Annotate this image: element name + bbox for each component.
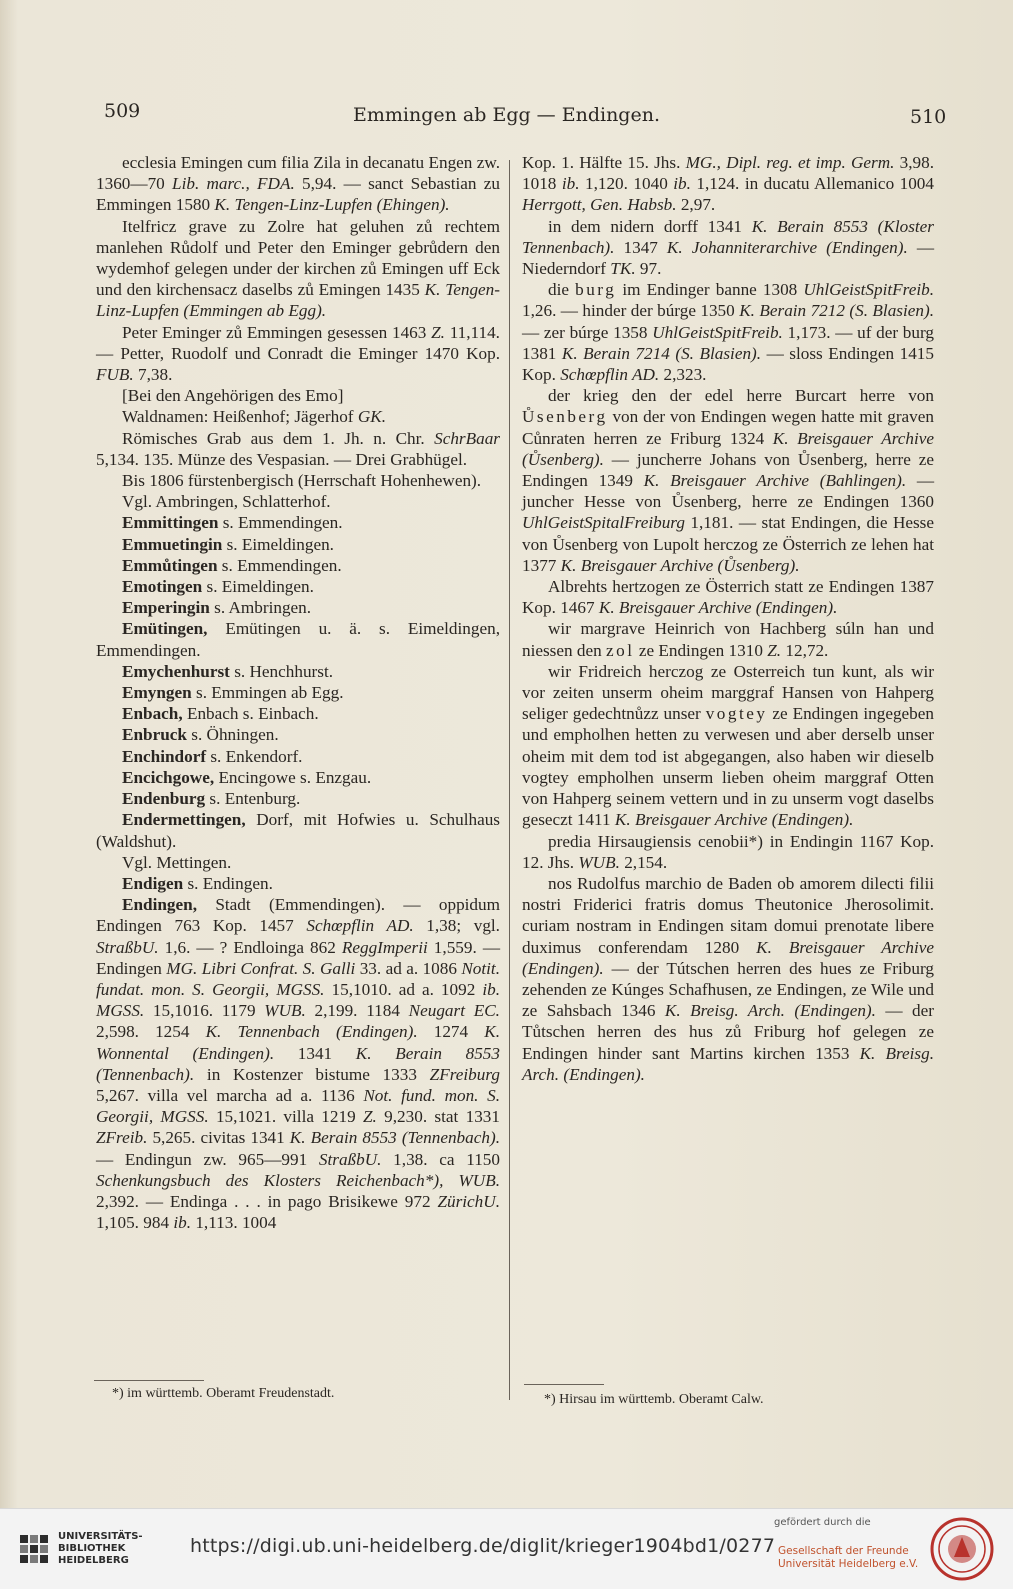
column-divider	[509, 160, 510, 1400]
paragraph	[96, 809, 500, 851]
text-run: — sloss Endingen 1415 Kop.	[522, 343, 934, 385]
text-run: K. Breisgauer Archive (Endingen).	[598, 598, 838, 618]
text-run: — juncher Hesse von Ůsenberg, herre ze Endingen 1360	[522, 471, 935, 512]
text-run: K. Tengen-Linz-Lupfen (Ehingen).	[214, 195, 450, 215]
text-run: ib.	[561, 174, 580, 194]
text-run: Z.	[767, 640, 782, 660]
text-run: Schœpflin AD.	[306, 916, 414, 936]
text-run: 15,1016. 1179	[144, 1001, 265, 1021]
paragraph	[96, 491, 500, 512]
text-run: 15,1021. villa 1219	[208, 1107, 363, 1127]
text-run: MG. Libri Confrat. S. Galli	[166, 958, 356, 978]
paragraph	[96, 555, 500, 576]
text-run: StraßbU.	[96, 937, 159, 957]
text-run: [Bei den Angehörigen des Emo]	[122, 386, 344, 406]
text-run: burg	[575, 280, 617, 300]
text-run: Bis 1806 fürstenbergisch (Herrschaft Hohenhewen).	[122, 471, 482, 491]
text-run: Dorf, mit Hofwies u. Schulhaus (Waldshut).	[96, 810, 500, 851]
text-run: FUB.	[96, 365, 134, 385]
text-run: Vgl. Mettingen.	[122, 852, 232, 872]
text-run: in dem nidern dorff 1341	[548, 216, 752, 236]
paragraph	[96, 852, 500, 873]
text-run: K. Breisg. Arch. (Endingen).	[522, 1043, 934, 1084]
text-run: die	[548, 280, 576, 300]
text-run: UhlGeistSpitalFreiburg	[522, 513, 685, 533]
university-seal-icon	[930, 1517, 994, 1581]
text-run: Encingowe s. Enzgau.	[214, 767, 372, 787]
text-run: Z.	[431, 322, 445, 342]
text-run: TK.	[610, 259, 636, 279]
text-run: K. Breisgauer Archive (Ůsenberg).	[522, 428, 934, 469]
text-run: ZFreiburg	[429, 1064, 500, 1084]
text-run: 11,114. — Petter, Ruodolf und Conradt die Eminger 1470 Kop.	[96, 322, 500, 363]
text-run: SchrBaar	[434, 428, 500, 448]
viewer-footer-bar	[0, 1508, 1013, 1589]
text-run: ecclesia Emingen cum filia Zila in decanatu Engen zw. 1360—70	[96, 153, 500, 194]
text-run: 1,559. — Endingen	[96, 937, 501, 978]
paragraph	[96, 406, 500, 427]
text-run: 5,265. civitas 1341	[147, 1128, 290, 1148]
text-run: 1,6. — ? Endloinga 862	[158, 937, 342, 957]
text-run: K. Breisgauer Archive (Bahlingen).	[643, 471, 907, 491]
text-run: Enbach s. Einbach.	[182, 704, 319, 724]
paragraph	[96, 618, 500, 660]
text-run: zol	[606, 640, 635, 660]
text-run: K. Berain 7214 (S. Blasien).	[561, 343, 762, 363]
text-run: 2,97.	[676, 195, 716, 215]
text-run: — Endingun zw. 965—991	[96, 1149, 319, 1169]
text-run: ib.	[173, 1213, 192, 1233]
text-run: Albrehts hertzogen ze Österrich statt ze Endingen 1387 Kop. 1467	[522, 577, 934, 618]
paragraph	[96, 534, 500, 555]
text-run: wir margrave Heinrich von Hachberg súln han und niessen den	[522, 619, 934, 660]
text-run: Neugart EC.	[408, 1001, 500, 1021]
text-run: Vgl. Ambringen, Schlatterhof.	[122, 492, 331, 512]
text-run: K. Berain 7212 (S. Blasien).	[739, 301, 934, 321]
text-run: Notit. fundat. mon. S. Georgii, MGSS.	[96, 958, 501, 999]
text-run: 2,392. — Endinga . . . in pago Brisikewe 972	[96, 1191, 438, 1211]
text-run: in Kostenzer bistume 1333	[194, 1064, 430, 1084]
paragraph	[96, 385, 500, 406]
text-run: Not. fund. mon. S. Georgii, MGSS.	[96, 1085, 500, 1127]
text-run: ib. MGSS.	[96, 979, 500, 1021]
paragraph	[96, 873, 500, 894]
text-run: 2,323.	[659, 365, 707, 385]
footnote-rule-left	[94, 1380, 204, 1381]
text-run: 7,38.	[133, 365, 173, 385]
entry-headword: Emperingin	[122, 598, 210, 618]
text-run: K. Wonnental (Endingen).	[96, 1022, 500, 1063]
text-run: Peter Eminger zů Emmingen gesessen 1463	[122, 322, 432, 342]
university-library-logo-icon	[16, 1531, 52, 1571]
text-run: Waldnamen: Heißenhof; Jägerhof	[122, 407, 358, 427]
text-run: WUB.	[578, 852, 620, 872]
text-run: 1,181. — stat Endingen, die Hesse von Ůsenberg von Lupolt herczog ze Österrich ze lehen hat 1377	[522, 513, 934, 575]
text-run: GK.	[357, 407, 387, 427]
paragraph	[522, 152, 934, 216]
text-run: 1,120. 1040	[579, 174, 674, 194]
text-run: 3,98. 1018	[522, 153, 935, 194]
entry-headword: Emotingen	[122, 577, 203, 597]
paragraph	[96, 661, 500, 682]
text-run: 33. ad a. 1086	[355, 958, 462, 978]
paragraph	[96, 216, 500, 322]
paragraph	[522, 618, 934, 660]
text-run: K. Breisg. Arch. (Endingen).	[664, 1001, 876, 1021]
text-run: s. Emmingen ab Egg.	[191, 683, 344, 703]
paragraph	[96, 576, 500, 597]
text-run: Lib. marc., FDA.	[172, 174, 295, 194]
paragraph	[96, 470, 500, 491]
text-run: StraßbU.	[318, 1149, 382, 1169]
page-number-left: 509	[104, 100, 141, 122]
text-run: 97.	[635, 259, 662, 279]
paragraph	[96, 767, 500, 788]
text-run: 1,26. — hinder der búrge 1350	[522, 301, 740, 321]
text-run: K. Berain 8553 (Tennenbach).	[96, 1043, 500, 1084]
text-run: 1,38. ca 1150	[381, 1149, 500, 1169]
text-run: WUB.	[264, 1001, 306, 1021]
text-run: s. Emmendingen.	[218, 513, 343, 533]
paragraph	[96, 894, 500, 1233]
text-run: K. Tennenbach (Endingen).	[205, 1022, 418, 1042]
text-run: Kop. 1. Hälfte 15. Jhs.	[522, 153, 686, 172]
text-run: Schœpflin AD.	[560, 365, 660, 385]
text-run: s. Henchhurst.	[229, 661, 334, 681]
entry-headword: Emychenhurst	[122, 661, 230, 681]
institution-name: UNIVERSITÄTS- BIBLIOTHEK HEIDELBERG	[58, 1531, 143, 1566]
text-run: K. Johanniterarchive (Endingen).	[666, 237, 908, 257]
page-number-right: 510	[910, 106, 947, 128]
paragraph	[96, 322, 500, 386]
text-run: UhlGeistSpitFreib.	[652, 322, 783, 342]
paragraph	[522, 216, 934, 280]
text-run: UhlGeistSpitFreib.	[803, 280, 935, 300]
entry-headword: Endermettingen,	[122, 810, 246, 830]
text-run: vogtey	[705, 704, 768, 724]
text-run: ib.	[673, 174, 691, 194]
text-run: K. Berain 8553 (Kloster Tennenbach).	[522, 216, 934, 257]
text-run: K. Breisgauer Archive (Endingen).	[522, 937, 935, 978]
entry-headword: Emütingen,	[122, 619, 208, 639]
text-run: ZFreib.	[96, 1128, 148, 1148]
paragraph	[522, 279, 934, 385]
text-run: im Endinger banne 1308	[616, 280, 804, 300]
text-run: — Niederndorf	[522, 237, 934, 279]
text-run: 1,124. in ducatu Allemanico 1004	[690, 174, 934, 194]
paragraph	[96, 512, 500, 533]
paragraph	[96, 788, 500, 809]
text-run: K. Tengen-Linz-Lupfen (Emmingen ab Egg).	[96, 280, 500, 321]
text-run: s. Enkendorf.	[206, 746, 303, 766]
paragraph	[522, 873, 934, 1085]
text-run: ReggImperii	[341, 937, 428, 957]
text-run: ze Endingen 1310	[634, 640, 768, 660]
text-run: — der Tůtschen herren des hus zů Friburg hof gelegen ze Endingen hinder sant Martins kirchen 1353	[522, 1001, 934, 1063]
entry-headword: Emmittingen	[122, 513, 219, 533]
text-run: s. Eimeldingen.	[222, 534, 334, 554]
text-run: — zer búrge 1358	[522, 322, 653, 342]
text-run: predia Hirsaugiensis cenobii*) in Endingin 1167 Kop. 12. Jhs.	[522, 831, 934, 872]
text-run: 1274	[417, 1022, 485, 1042]
text-run: Herrgott, Gen. Habsb.	[522, 195, 677, 215]
text-run: MG., Dipl. reg. et imp. Germ.	[685, 153, 895, 172]
text-run: 12,72.	[781, 640, 829, 660]
paragraph	[96, 703, 500, 724]
running-title: Emmingen ab Egg — Endingen.	[353, 104, 660, 126]
text-run: Itelfricz grave zu Zolre hat geluhen zů rechtem manlehen Růdolf und Peter den Eminger gebrůdern den wydemhof gelegen under der kirchen zů Emingen uff Eck und den kirchensacz daselbs zů Emingen 1435	[96, 216, 500, 300]
text-run: Stadt (Emmendingen). — oppidum Endingen 763 Kop. 1457	[96, 895, 500, 936]
text-run: s. Entenburg.	[205, 789, 301, 809]
footnote-right: *) Hirsau im württemb. Oberamt Calw.	[544, 1392, 764, 1407]
text-run: wir Fridreich herczog ze Osterreich tun kunt, als wir vor zeiten unserm oheim marggraf Hansen von Hahperg seliger gedechtnůzz unser	[522, 661, 934, 724]
text-run: 1347	[614, 237, 667, 257]
text-run: 5,267. villa vel marcha ad a. 1136	[96, 1085, 364, 1105]
sponsor-name[interactable]: Gesellschaft der Freunde Universität Heidelberg e.V.	[778, 1545, 919, 1570]
entry-headword: Enbruck	[122, 725, 187, 745]
text-run: s. Emmendingen.	[217, 555, 342, 575]
entry-headword: Endigen	[122, 873, 184, 893]
text-run: der krieg den der edel herre Burcart herre von	[548, 386, 934, 406]
text-run: ze Endingen ingegeben und empholhen hetten zu verwesen und aber derselb unser oheim mit dem tod ist abgegangen, also haben wir dieselb vogtey empholhen unserm lieben oheim marggraf Otten von Hahperg seinem vettern und in zu unserm vogt daselbs geseczt 1411	[522, 704, 934, 830]
text-run: 1,173. — uf der burg 1381	[522, 322, 934, 363]
footnote-left: *) im württemb. Oberamt Freudenstadt.	[112, 1386, 335, 1401]
text-run: K. Breisgauer Archive (Endingen).	[614, 810, 854, 830]
entry-headword: Enchindorf	[122, 746, 207, 766]
right-text-column	[522, 152, 934, 1085]
text-run: 2,598. 1254	[96, 1022, 206, 1042]
entry-headword: Endingen,	[122, 895, 197, 915]
text-run: 2,154.	[619, 852, 668, 872]
paragraph	[96, 724, 500, 745]
entry-headword: Emmůtingen	[122, 555, 218, 575]
entry-headword: Emmuetingin	[122, 534, 223, 554]
permalink-url[interactable]: https://digi.ub.uni-heidelberg.de/diglit/krieger1904bd1/0277	[190, 1535, 776, 1557]
text-run: Z.	[362, 1107, 377, 1127]
paragraph	[96, 597, 500, 618]
text-run: ZürichU.	[437, 1191, 500, 1211]
entry-headword: Enbach,	[122, 704, 183, 724]
text-run: 1,38; vgl.	[413, 916, 500, 936]
paragraph	[96, 428, 500, 470]
footnote-rule-right	[524, 1384, 604, 1385]
entry-headword: Emyngen	[122, 683, 192, 703]
text-run: 1,113. 1004	[191, 1213, 277, 1233]
text-run: 5,134. 135. Münze des Vespasian. — Drei Grabhügel.	[96, 449, 468, 469]
text-run: s. Endingen.	[183, 873, 273, 893]
text-run: Schenkungsbuch des Klosters Reichenbach*), WUB.	[96, 1170, 500, 1190]
text-run: K. Breisgauer Archive (Ůsenberg).	[560, 555, 800, 575]
text-run: s. Eimeldingen.	[202, 577, 314, 597]
funded-by-label: gefördert durch die	[774, 1517, 871, 1528]
paragraph	[96, 746, 500, 767]
paragraph	[96, 152, 500, 216]
text-run: 9,230. stat 1331	[376, 1107, 500, 1127]
paragraph	[96, 682, 500, 703]
text-run: s. Ambringen.	[209, 598, 312, 618]
text-run: 5,94. — sanct Sebastian zu Emmingen 1580	[96, 174, 501, 215]
text-run: Ůsenberg	[522, 407, 608, 427]
text-run: Emütingen u. ä. s. Eimeldingen, Emmendingen.	[96, 619, 500, 660]
text-run: — der Tútschen herren des hues ze Friburg zehenden ze Kúnges Schafhusen, ze Endingen, ze Wile und ze Sahsbach 1346	[522, 958, 934, 1021]
entry-headword: Endenburg	[122, 789, 206, 809]
text-run: — juncherre Johans von Ůsenberg, herre ze Endingen 1349	[522, 449, 934, 491]
text-run: 1341	[274, 1043, 356, 1063]
text-run: s. Öhningen.	[186, 725, 279, 745]
paragraph	[522, 385, 934, 576]
text-run: K. Berain 8553 (Tennenbach).	[289, 1128, 500, 1148]
text-run: 1,105. 984	[96, 1213, 174, 1233]
text-run: nos Rudolfus marchio de Baden ob amorem dilecti filii nostri Friderici fratris domus Theutonice Jherosolimit. curiam nostram in Endingen sitam domui prenotate libere duximus conferendam 1280	[522, 873, 934, 957]
entry-headword: Encichgowe,	[122, 767, 215, 787]
left-text-column	[96, 152, 500, 1233]
text-run: 15,1010. ad a. 1092	[324, 979, 483, 999]
text-run: von der von Endingen wegen hatte mit graven Cůnraten herren ze Friburg 1324	[522, 407, 934, 448]
text-run: Römisches Grab aus dem 1. Jh. n. Chr.	[122, 428, 435, 448]
paragraph	[522, 576, 934, 618]
paragraph	[522, 661, 934, 831]
text-run: 2,199. 1184	[305, 1001, 409, 1021]
paragraph	[522, 831, 934, 873]
